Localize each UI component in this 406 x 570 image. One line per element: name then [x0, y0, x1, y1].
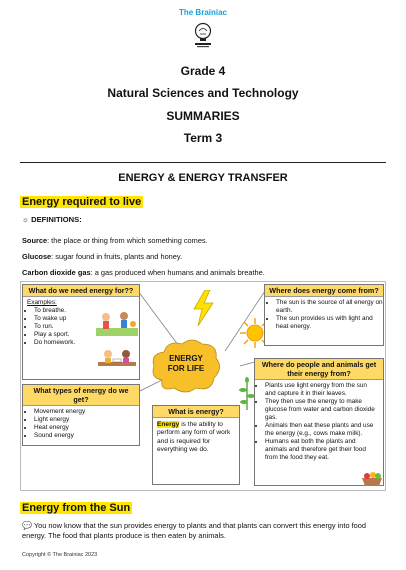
copyright-text: Copyright © The Brainiac 2023	[22, 552, 98, 558]
list-item: • Heat energy	[34, 424, 139, 432]
definitions-heading: ☼ DEFINITIONS:	[22, 215, 82, 224]
food-basket-icon	[360, 470, 384, 486]
definition-glucose: Glucose: sugar found in fruits, plants and honey.	[22, 252, 183, 261]
list-item: • Do homework.	[34, 339, 139, 347]
energy-required-heading: Energy required to live	[22, 196, 142, 208]
list-item: • Light energy	[34, 416, 139, 424]
lightning-bolt-icon	[190, 290, 216, 326]
subject-heading: Natural Sciences and Technology	[107, 86, 299, 100]
list-item: • The sun is the source of all energy on earth.	[276, 299, 383, 315]
brand-name: The Brainiac	[178, 8, 227, 17]
children-homework-icon	[96, 346, 138, 372]
energy-source-list	[265, 299, 383, 331]
grade-heading: Grade 4	[180, 64, 226, 78]
box-people-animals	[254, 358, 384, 486]
energy-types-list	[23, 408, 139, 440]
section-title: ENERGY & ENERGY TRANSFER	[118, 172, 288, 184]
summaries-heading: SUMMARIES	[166, 109, 240, 123]
cloud-label: ENERGY FOR LIFE	[167, 354, 205, 373]
definition-carbon-dioxide: Carbon dioxide gas: a gas produced when humans and animals breathe.	[22, 268, 265, 277]
list-item: • Sound energy	[34, 432, 139, 440]
list-item: • The sun provides us with light and heat energy.	[276, 315, 383, 331]
box-need-energy-title: What do we need energy for??	[23, 285, 139, 297]
lightbulb-logo-icon	[193, 22, 213, 50]
sun-paragraph: 💬 You now know that the sun provides energy to plants and that plants can convert this energy into food energy. The food that plants produce is then eaten by animals.	[22, 521, 366, 540]
children-playing-icon	[96, 310, 138, 336]
box-what-is-energy-title: What is energy?	[153, 406, 239, 418]
definition-source: Source: the place or thing from which something comes.	[22, 236, 208, 245]
list-item: • Animals then eat these plants and use the energy (e.g., cows make milk).	[265, 422, 379, 438]
list-item: • To wake up	[34, 315, 139, 323]
box-energy-types	[22, 384, 140, 446]
people-animals-list	[255, 382, 379, 462]
speech-bubble-icon: 💬	[22, 521, 32, 530]
list-item: • To breathe.	[34, 307, 139, 315]
energy-from-sun-heading: Energy from the Sun	[22, 502, 131, 514]
box-energy-source	[264, 284, 384, 346]
divider	[20, 162, 386, 163]
list-item: • Movement energy	[34, 408, 139, 416]
box-people-animals-title: Where do people and animals get their energy from?	[255, 359, 383, 380]
box-energy-types-title: What types of energy do we get?	[23, 385, 139, 406]
sparkle-icon: ☼	[22, 215, 29, 224]
term-heading: Term 3	[183, 131, 223, 145]
list-item: • Humans eat both the plants and animals and therefore get their food from the food they eat.	[265, 438, 379, 462]
list-item: • They then use the energy to make glucose from water and carbon dioxide gas.	[265, 398, 379, 422]
box-what-is-energy	[152, 405, 240, 485]
energy-definition: Energy is the ability to perform any form of work and is required for everything we do.	[157, 421, 231, 454]
list-item: • To run.	[34, 323, 139, 331]
box-energy-source-title: Where does energy come from?	[265, 285, 383, 297]
list-item: • Plants use light energy from the sun and capture it in their leaves.	[265, 382, 379, 398]
examples-label: Examples:	[27, 299, 57, 306]
list-item: • Play a sport.	[34, 331, 139, 339]
